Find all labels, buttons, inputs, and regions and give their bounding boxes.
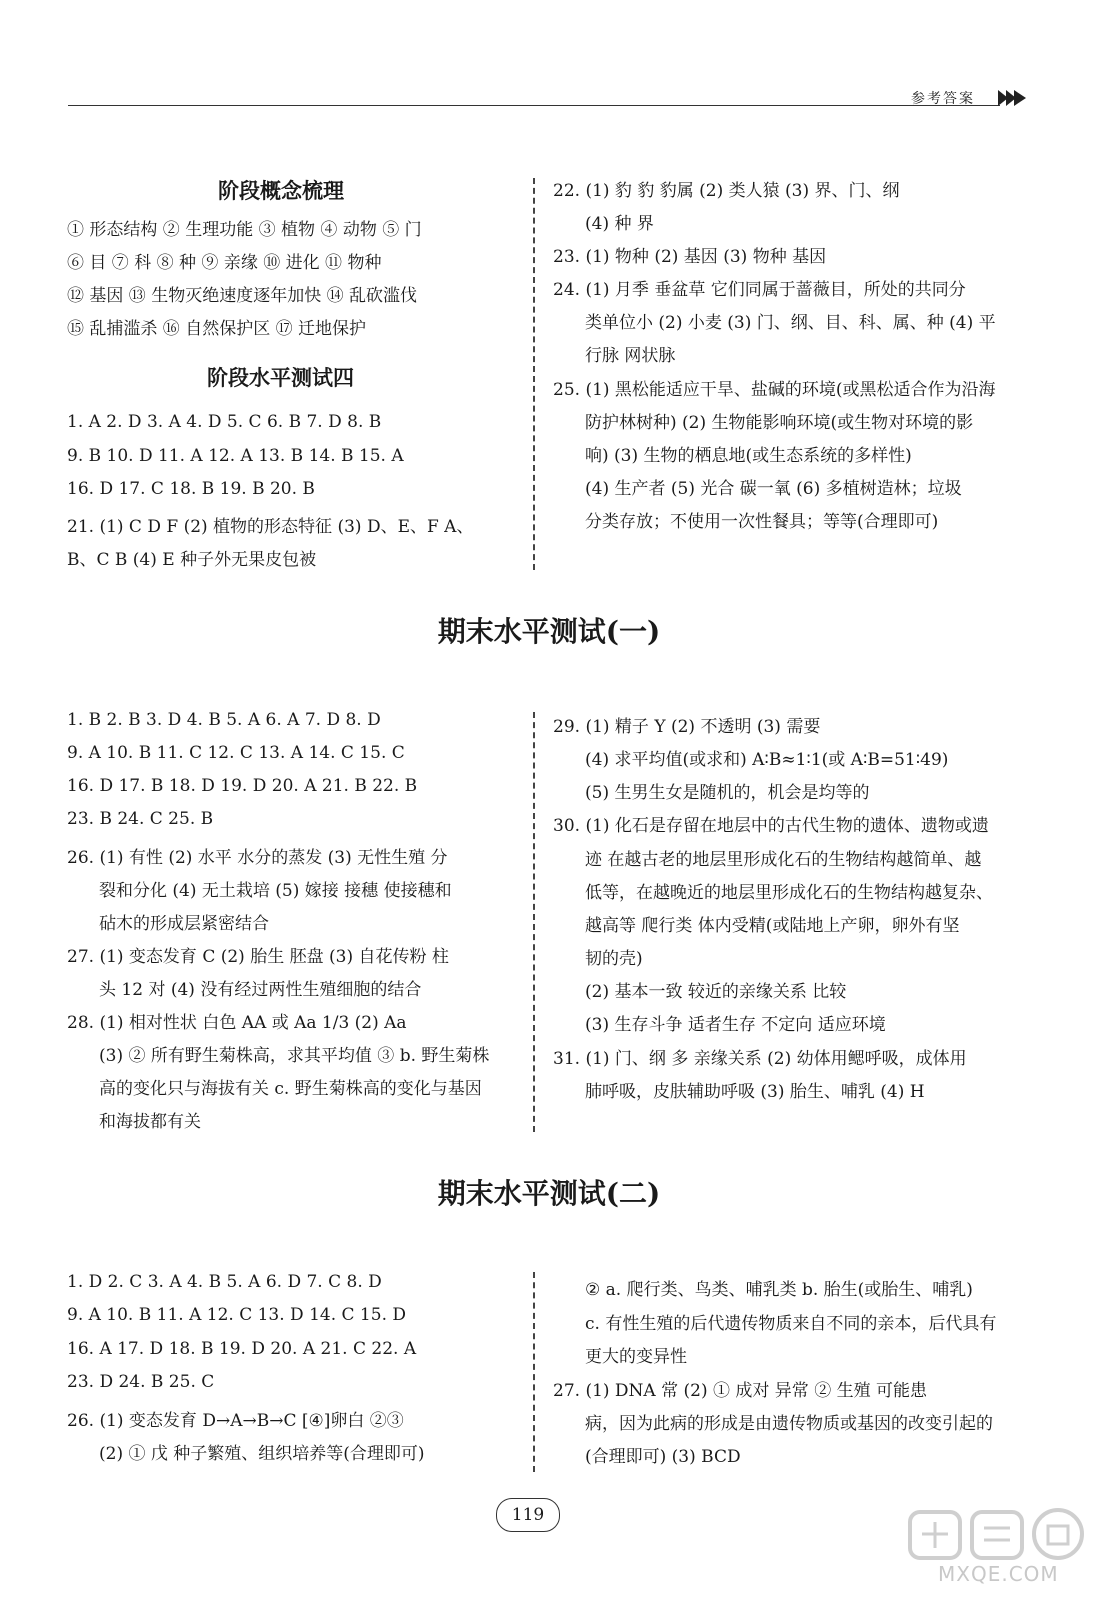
- watermark-text: MXQE.COM: [938, 1562, 1059, 1586]
- column-divider: [533, 178, 535, 570]
- text-line: (3) ② 所有野生菊株高，求其平均值 ③ b. 野生菊株: [99, 1046, 490, 1066]
- text-line: 25. (1) 黑松能适应干旱、盐碱的环境(或黑松适合作为沿海: [553, 380, 996, 400]
- text-line: (4) 求平均值(或求和) A∶B≈1∶1(或 A∶B=51∶49): [585, 750, 949, 770]
- text-line: 1. D 2. C 3. A 4. B 5. A 6. D 7. C 8. D: [67, 1272, 382, 1292]
- text-line: B、C B (4) E 种子外无果皮包被: [67, 550, 317, 570]
- text-line: (3) 生存斗争 适者生存 不定向 适应环境: [585, 1015, 886, 1035]
- text-line: 砧木的形成层紧密结合: [99, 914, 269, 934]
- text-line: 响) (3) 生物的栖息地(或生态系统的多样性): [585, 446, 912, 466]
- text-line: (2) ① 戊 种子繁殖、组织培养等(合理即可): [99, 1444, 425, 1464]
- text-line: 低等，在越晚近的地层里形成化石的生物结构越复杂、: [585, 883, 993, 903]
- text-line: ⑥ 目 ⑦ 科 ⑧ 种 ⑨ 亲缘 ⑩ 进化 ⑪ 物种: [67, 253, 382, 273]
- text-line: (2) 基本一致 较近的亲缘关系 比较: [585, 982, 847, 1002]
- text-line: 16. A 17. D 18. B 19. D 20. A 21. C 22. A: [67, 1339, 417, 1359]
- text-line: 韧的壳): [585, 949, 643, 969]
- text-line: ⑫ 基因 ⑬ 生物灭绝速度逐年加快 ⑭ 乱砍滥伐: [67, 286, 418, 306]
- text-line: (5) 生男生女是随机的，机会是均等的: [585, 783, 870, 803]
- text-line: 28. (1) 相对性状 白色 AA 或 Aa 1/3 (2) Aa: [67, 1013, 407, 1033]
- text-line: 和海拔都有关: [99, 1112, 201, 1132]
- header-arrow-icon: [998, 88, 1028, 108]
- text-line: 30. (1) 化石是存留在地层中的古代生物的遗体、遗物或遗: [553, 816, 989, 836]
- header-label: 参考答案: [911, 91, 975, 107]
- text-line: c. 有性生殖的后代遗传物质来自不同的亲本，后代具有: [585, 1314, 997, 1334]
- text-line: 肺呼吸，皮肤辅助呼吸 (3) 胎生、哺乳 (4) H: [585, 1082, 925, 1102]
- text-line: 更大的变异性: [585, 1347, 687, 1367]
- text-line: 类单位小 (2) 小麦 (3) 门、纲、目、科、属、种 (4) 平: [585, 313, 996, 333]
- text-line: 9. B 10. D 11. A 12. A 13. B 14. B 15. A: [67, 446, 404, 466]
- text-line: 26. (1) 有性 (2) 水平 水分的蒸发 (3) 无性生殖 分: [67, 848, 448, 868]
- text-line: 越高等 爬行类 体内受精(或陆地上产卵，卵外有坚: [585, 916, 960, 936]
- section-title-concepts: 阶段概念梳理: [218, 178, 344, 203]
- text-line: 行脉 网状脉: [585, 346, 676, 366]
- text-line: 29. (1) 精子 Y (2) 不透明 (3) 需要: [553, 717, 821, 737]
- text-line: ① 形态结构 ② 生理功能 ③ 植物 ④ 动物 ⑤ 门: [67, 220, 422, 240]
- text-line: 高的变化只与海拔有关 c. 野生菊株高的变化与基因: [99, 1079, 482, 1099]
- section-title-final-test-1: 期末水平测试(一): [437, 615, 661, 648]
- text-line: 26. (1) 变态发育 D→A→B→C [④]卵白 ②③: [67, 1411, 404, 1431]
- column-divider: [533, 712, 535, 1132]
- text-line: 24. (1) 月季 垂盆草 它们同属于蔷薇目，所处的共同分: [553, 280, 966, 300]
- text-line: 9. A 10. B 11. C 12. C 13. A 14. C 15. C: [67, 743, 405, 763]
- text-line: ② a. 爬行类、鸟类、哺乳类 b. 胎生(或胎生、哺乳): [585, 1280, 973, 1300]
- text-line: 9. A 10. B 11. A 12. C 13. D 14. C 15. D: [67, 1305, 407, 1325]
- section-title-stage-test-4: 阶段水平测试四: [207, 365, 354, 390]
- text-line: 病，因为此病的形成是由遗传物质或基因的改变引起的: [585, 1414, 993, 1434]
- text-line: (合理即可) (3) BCD: [585, 1447, 741, 1467]
- text-line: 头 12 对 (4) 没有经过两性生殖细胞的结合: [99, 980, 422, 1000]
- column-divider: [533, 1272, 535, 1472]
- text-line: 1. B 2. B 3. D 4. B 5. A 6. A 7. D 8. D: [67, 710, 381, 730]
- page-number: 119: [496, 1498, 560, 1532]
- text-line: 23. B 24. C 25. B: [67, 809, 214, 829]
- text-line: 16. D 17. C 18. B 19. B 20. B: [67, 479, 315, 499]
- text-line: ⑮ 乱捕滥杀 ⑯ 自然保护区 ⑰ 迁地保护: [67, 319, 367, 339]
- text-line: 21. (1) C D F (2) 植物的形态特征 (3) D、E、F A、: [67, 517, 474, 537]
- text-line: 27. (1) 变态发育 C (2) 胎生 胚盘 (3) 自花传粉 柱: [67, 947, 449, 967]
- header-rule: [68, 105, 1000, 106]
- text-line: 31. (1) 门、纲 多 亲缘关系 (2) 幼体用鳃呼吸，成体用: [553, 1049, 967, 1069]
- text-line: (4) 生产者 (5) 光合 碳一氧 (6) 多植树造林；垃圾: [585, 479, 962, 499]
- text-line: 裂和分化 (4) 无土栽培 (5) 嫁接 接穗 使接穗和: [99, 881, 452, 901]
- text-line: 23. (1) 物种 (2) 基因 (3) 物种 基因: [553, 247, 827, 267]
- section-title-final-test-2: 期末水平测试(二): [437, 1177, 661, 1210]
- text-line: 23. D 24. B 25. C: [67, 1372, 215, 1392]
- text-line: 防护林树种) (2) 生物能影响环境(或生物对环境的影: [585, 413, 974, 433]
- text-line: 1. A 2. D 3. A 4. D 5. C 6. B 7. D 8. B: [67, 412, 382, 432]
- text-line: 27. (1) DNA 常 (2) ① 成对 异常 ② 生殖 可能患: [553, 1381, 928, 1401]
- text-line: 16. D 17. B 18. D 19. D 20. A 21. B 22. B: [67, 776, 418, 796]
- text-line: 迹 在越古老的地层里形成化石的生物结构越简单、越: [585, 850, 982, 870]
- text-line: 22. (1) 豹 豹 豹属 (2) 类人猿 (3) 界、门、纲: [553, 181, 900, 201]
- text-line: (4) 种 界: [585, 214, 654, 234]
- text-line: 分类存放；不使用一次性餐具；等等(合理即可): [585, 512, 939, 532]
